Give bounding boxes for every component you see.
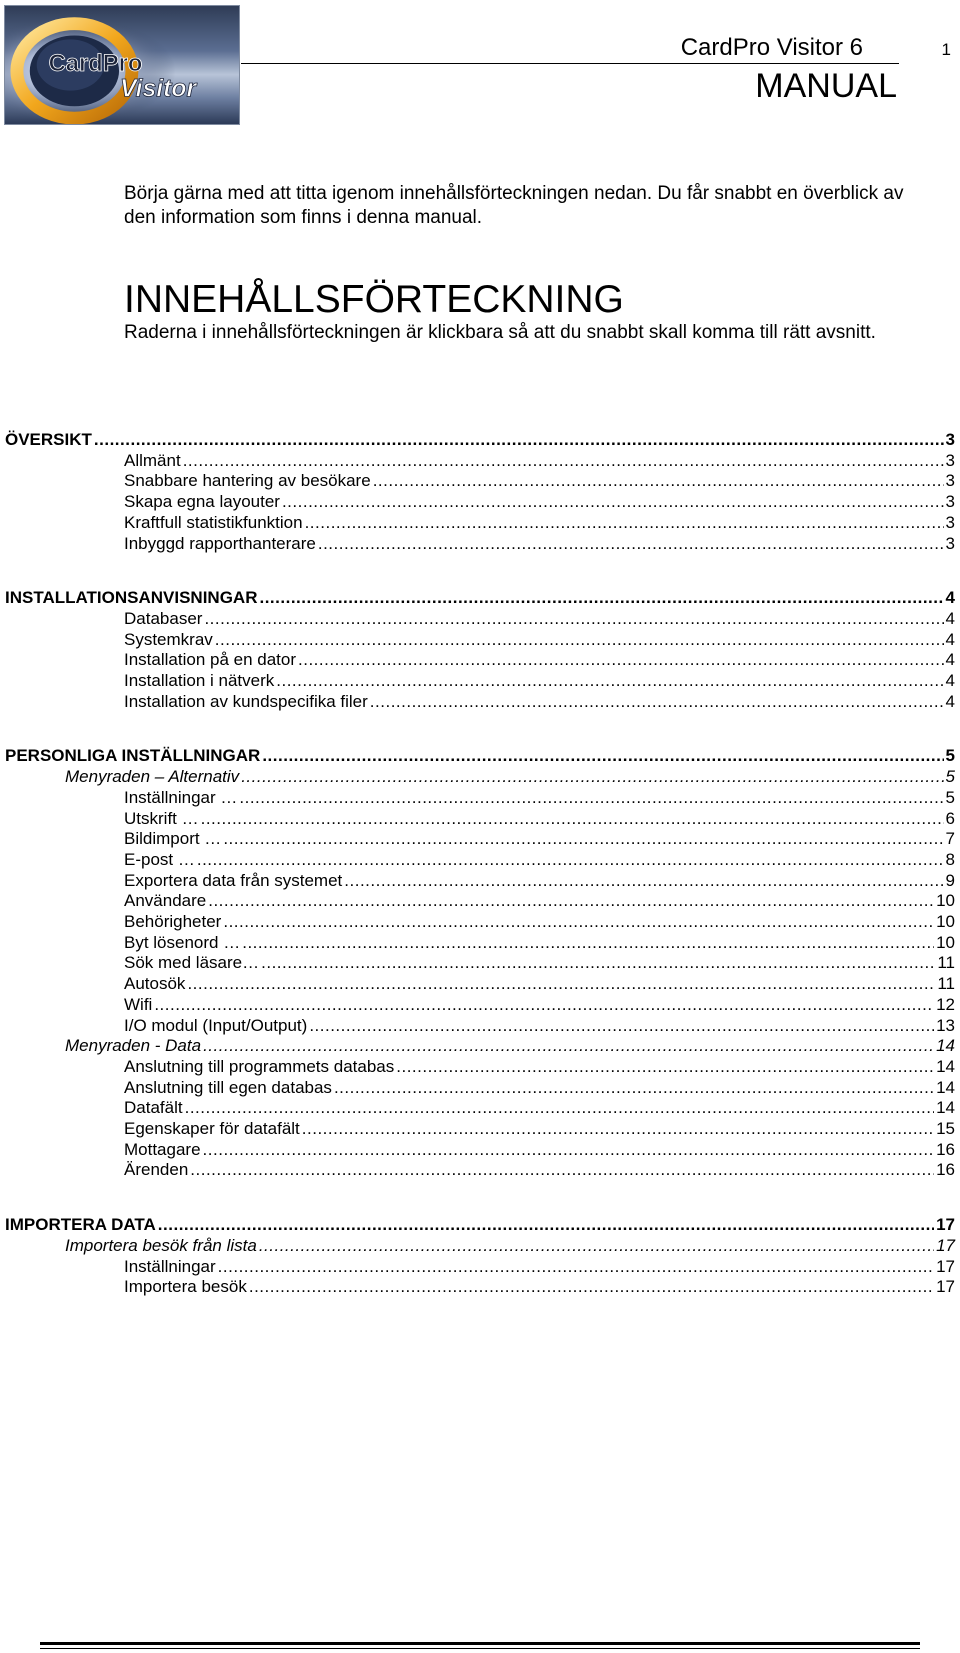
toc-dot-leader <box>318 533 944 555</box>
toc-entry-page: 4 <box>945 671 955 690</box>
toc-dot-leader <box>305 512 944 534</box>
toc-entry-label: Anslutning till egen databas <box>124 1077 332 1097</box>
toc-entry-line <box>124 1097 955 1119</box>
toc-entry-page: 5 <box>945 767 955 787</box>
toc-entry-page: 17 <box>936 1277 955 1297</box>
toc-entry-label: Skapa egna layouter <box>124 492 280 512</box>
toc-entry-page: 14 <box>936 1056 955 1076</box>
toc-entry-label: Installation i nätverk <box>124 671 275 690</box>
toc-dot-leader <box>208 890 934 912</box>
toc-entry-line <box>65 1235 955 1257</box>
toc-entry[interactable] <box>0 849 960 871</box>
toc-entry-page: 4 <box>945 588 955 608</box>
toc-entry-page: 4 <box>945 650 955 670</box>
toc-dot-leader <box>218 1256 934 1278</box>
toc-entry-line <box>124 890 955 912</box>
toc-entry[interactable] <box>0 1015 960 1037</box>
toc-entry-line <box>65 1035 955 1057</box>
toc-dot-leader <box>249 1276 934 1298</box>
toc-entry-line <box>124 1276 955 1298</box>
toc-entry-label: Systemkrav <box>124 629 213 649</box>
toc-entry-line <box>124 787 955 809</box>
toc-entry[interactable] <box>0 1118 960 1140</box>
toc-dot-leader <box>94 429 944 451</box>
toc-entry-label: Installation på en dator <box>124 650 297 670</box>
toc-entry-page: 17 <box>936 1235 955 1255</box>
toc-entry-line <box>124 1056 955 1078</box>
toc-dot-leader <box>154 994 934 1016</box>
toc-dot-leader <box>197 849 944 871</box>
toc-entry-line <box>124 450 955 472</box>
toc-entry-page: 3 <box>945 512 955 532</box>
toc-entry-label: Bildimport … <box>124 829 222 849</box>
toc-entry-line <box>124 491 955 513</box>
toc-dot-leader <box>241 766 943 788</box>
toc-dot-leader <box>187 973 935 995</box>
toc-entry[interactable] <box>0 1097 960 1119</box>
toc-entry[interactable] <box>0 808 960 830</box>
toc-entry-line <box>65 766 955 788</box>
toc-entry-line <box>124 608 955 630</box>
toc-entry-page: 5 <box>945 746 955 766</box>
toc-entry-page: 15 <box>936 1119 955 1138</box>
toc-entry-line <box>124 670 955 692</box>
toc-entry-page: 10 <box>936 912 955 931</box>
toc-entry-page: 3 <box>945 533 955 553</box>
toc-entry-page: 3 <box>945 492 955 512</box>
toc-entry[interactable] <box>0 587 960 609</box>
toc-entry-line <box>5 429 955 451</box>
toc-dot-leader <box>344 870 943 892</box>
toc-dot-leader <box>302 1118 934 1140</box>
toc-dot-leader <box>334 1077 934 1099</box>
toc-entry-label: Ärenden <box>124 1160 189 1180</box>
toc-entry-page: 14 <box>936 1036 955 1056</box>
toc-entry-label: Mottagare <box>124 1139 201 1159</box>
toc-entry-label: I/O modul (Input/Output) <box>124 1015 308 1035</box>
toc-entry-label: Importera besök från lista <box>65 1235 257 1255</box>
toc-entry-label: PERSONLIGA INSTÄLLNINGAR <box>5 746 261 766</box>
toc-entry-line <box>124 952 955 974</box>
toc-entry[interactable] <box>0 828 960 850</box>
toc-entry-line <box>124 1159 955 1181</box>
toc-entry-line <box>124 994 955 1016</box>
toc-dot-leader <box>183 450 944 472</box>
toc-entry[interactable] <box>0 1077 960 1099</box>
toc-entry-line <box>5 1214 955 1236</box>
toc-entry-label: Byt lösenord … <box>124 932 241 952</box>
toc-entry[interactable] <box>0 745 960 767</box>
toc-dot-leader <box>259 587 943 609</box>
toc-entry-line <box>124 649 955 671</box>
toc-entry-label: Inställningar <box>124 1256 216 1276</box>
logo-text-visitor: Visitor <box>120 75 197 103</box>
toc-dot-leader <box>259 1235 934 1257</box>
toc-entry-page: 12 <box>936 994 955 1014</box>
toc-entry-label: Behörigheter <box>124 912 222 931</box>
document-subtitle: MANUAL <box>755 67 897 105</box>
toc-entry[interactable] <box>0 787 960 809</box>
toc-entry-page: 14 <box>936 1077 955 1097</box>
toc-entry-line <box>124 1118 955 1140</box>
toc-entry-page: 10 <box>936 891 955 911</box>
toc-entry-line <box>124 973 955 995</box>
toc-entry-line <box>124 828 955 850</box>
toc-entry-label: Datafält <box>124 1098 183 1118</box>
toc-entry-line <box>124 533 955 555</box>
toc-entry-page: 10 <box>936 932 955 952</box>
toc-entry-page: 3 <box>945 450 955 470</box>
toc-entry-page: 11 <box>937 953 955 973</box>
toc-dot-leader <box>190 1159 934 1181</box>
toc-entry-line <box>124 629 955 651</box>
toc-subtitle: Raderna i innehållsförteckningen är klickbara så att du snabbt skall komma till rätt avsnitt. <box>124 322 876 343</box>
toc-dot-leader <box>370 691 944 713</box>
toc-dot-leader <box>203 1035 934 1057</box>
toc-entry-label: Utskrift … <box>124 808 199 828</box>
toc-entry-page: 3 <box>945 430 955 449</box>
toc-dot-leader <box>262 745 943 767</box>
toc-dot-leader <box>223 828 943 850</box>
toc-entry-page: 16 <box>936 1160 955 1180</box>
toc-entry-label: E-post … <box>124 849 195 869</box>
toc-entry-label: Inbyggd rapporthanterare <box>124 533 316 553</box>
toc-entry-page: 9 <box>945 870 955 890</box>
toc-entry-page: 13 <box>936 1015 955 1035</box>
header-divider <box>241 63 899 64</box>
toc-entry-label: Wifi <box>124 994 153 1014</box>
toc-entry[interactable] <box>0 1235 960 1257</box>
toc-entry-page: 14 <box>936 1098 955 1118</box>
toc-entry[interactable] <box>0 512 960 534</box>
toc-entry[interactable] <box>0 429 960 451</box>
toc-entry[interactable] <box>0 649 960 671</box>
toc-entry[interactable] <box>0 870 960 892</box>
toc-entry-label: Importera besök <box>124 1277 247 1297</box>
toc-entry[interactable] <box>0 952 960 974</box>
page-number: 1 <box>941 40 951 59</box>
intro-paragraph: Börja gärna med att titta igenom innehållsförteckningen nedan. Du får snabbt en överblick av den information som finns i denna manual. <box>124 183 904 228</box>
toc-entry-line <box>124 870 955 892</box>
toc-entry-label: Exportera data från systemet <box>124 870 343 890</box>
toc-dot-leader <box>373 470 944 492</box>
toc-entry-label: INSTALLATIONSANVISNINGAR <box>5 588 258 608</box>
toc-entry-line <box>124 691 955 713</box>
toc-entry-label: Anslutning till programmets databas <box>124 1056 395 1076</box>
toc-entry[interactable] <box>0 994 960 1016</box>
toc-entry-label: Användare <box>124 891 207 911</box>
toc-entry[interactable] <box>0 911 960 933</box>
toc-entry[interactable] <box>0 1276 960 1298</box>
toc-entry-label: Snabbare hantering av besökare <box>124 471 371 491</box>
toc-entry-label: Autosök <box>124 974 186 994</box>
toc-entry-label: Installation av kundspecifika filer <box>124 691 368 711</box>
toc-entry[interactable] <box>0 766 960 788</box>
toc-dot-leader <box>396 1056 934 1078</box>
footer-divider-thin <box>40 1648 920 1649</box>
toc-entry-label: Kraftfull statistikfunktion <box>124 512 303 532</box>
toc-dot-leader <box>239 787 943 809</box>
toc-entry[interactable] <box>0 890 960 912</box>
toc-entry-label: Databaser <box>124 608 203 628</box>
toc-entry[interactable] <box>0 533 960 555</box>
toc-entry-page: 6 <box>945 808 955 828</box>
toc-entry[interactable] <box>0 1214 960 1236</box>
toc-entry-page: 3 <box>945 471 955 491</box>
toc-dot-leader <box>309 1015 934 1037</box>
toc-entry-line <box>5 745 955 767</box>
toc-entry-line <box>124 1077 955 1099</box>
toc-entry[interactable] <box>0 1139 960 1161</box>
toc-entry[interactable] <box>0 1256 960 1278</box>
toc-entry-line <box>124 470 955 492</box>
toc-dot-leader <box>282 491 944 513</box>
toc-entry[interactable] <box>0 470 960 492</box>
toc-dot-leader <box>242 932 934 954</box>
toc-entry-line <box>124 849 955 871</box>
toc-dot-leader <box>185 1097 934 1119</box>
toc-entry-label: Menyraden – Alternativ <box>65 767 240 787</box>
toc-entry-label: Menyraden - Data <box>65 1036 202 1056</box>
logo-graphic <box>5 6 239 124</box>
cardpro-visitor-logo <box>4 5 240 125</box>
toc-entry-line <box>124 808 955 830</box>
toc-entry[interactable] <box>0 932 960 954</box>
toc-entry-page: 11 <box>937 974 955 994</box>
toc-dot-leader <box>215 629 944 651</box>
toc-entry-line <box>124 512 955 534</box>
toc-entry-line <box>124 1139 955 1161</box>
toc-dot-leader <box>203 1139 935 1161</box>
toc-entry[interactable] <box>0 491 960 513</box>
toc-entry-line <box>124 1256 955 1278</box>
logo-text-cardpro: CardPro <box>48 50 143 77</box>
toc-entry-page: 4 <box>945 608 955 628</box>
toc-entry-label: IMPORTERA DATA <box>5 1215 156 1235</box>
toc-entry[interactable] <box>0 691 960 713</box>
toc-entry-line <box>5 587 955 609</box>
toc-dot-leader <box>261 952 935 974</box>
toc-entry-line <box>124 911 955 933</box>
toc-entry[interactable] <box>0 629 960 651</box>
toc-entry[interactable] <box>0 670 960 692</box>
toc-entry-page: 17 <box>936 1215 955 1235</box>
toc-heading: INNEHÅLLSFÖRTECKNING <box>124 278 624 321</box>
toc-entry[interactable] <box>0 608 960 630</box>
toc-entry-page: 17 <box>936 1256 955 1276</box>
toc-entry-label: Allmänt <box>124 450 181 470</box>
toc-dot-leader <box>158 1214 934 1236</box>
toc-entry[interactable] <box>0 450 960 472</box>
toc-entry[interactable] <box>0 1056 960 1078</box>
toc-entry-page: 4 <box>945 629 955 649</box>
toc-dot-leader <box>298 649 944 671</box>
toc-dot-leader <box>204 608 943 630</box>
toc-entry[interactable] <box>0 1159 960 1181</box>
toc-dot-leader <box>223 911 934 933</box>
toc-entry-page: 5 <box>945 787 955 807</box>
toc-entry-label: Inställningar … <box>124 787 238 807</box>
toc-entry-page: 4 <box>945 691 955 711</box>
toc-entry[interactable] <box>0 1035 960 1057</box>
toc-entry-label: ÖVERSIKT <box>5 430 92 449</box>
toc-entry-page: 16 <box>936 1139 955 1159</box>
toc-entry-line <box>124 932 955 954</box>
toc-dot-leader <box>201 808 944 830</box>
toc-entry-label: Sök med läsare… <box>124 953 260 973</box>
toc-entry-line <box>124 1015 955 1037</box>
document-title: CardPro Visitor 6 <box>680 34 863 61</box>
toc-entry-page: 7 <box>945 829 955 849</box>
toc-entry[interactable] <box>0 973 960 995</box>
toc-dot-leader <box>276 670 943 692</box>
footer-divider <box>40 1642 920 1645</box>
toc-entry-page: 8 <box>945 849 955 869</box>
toc-entry-label: Egenskaper för datafält <box>124 1119 300 1138</box>
